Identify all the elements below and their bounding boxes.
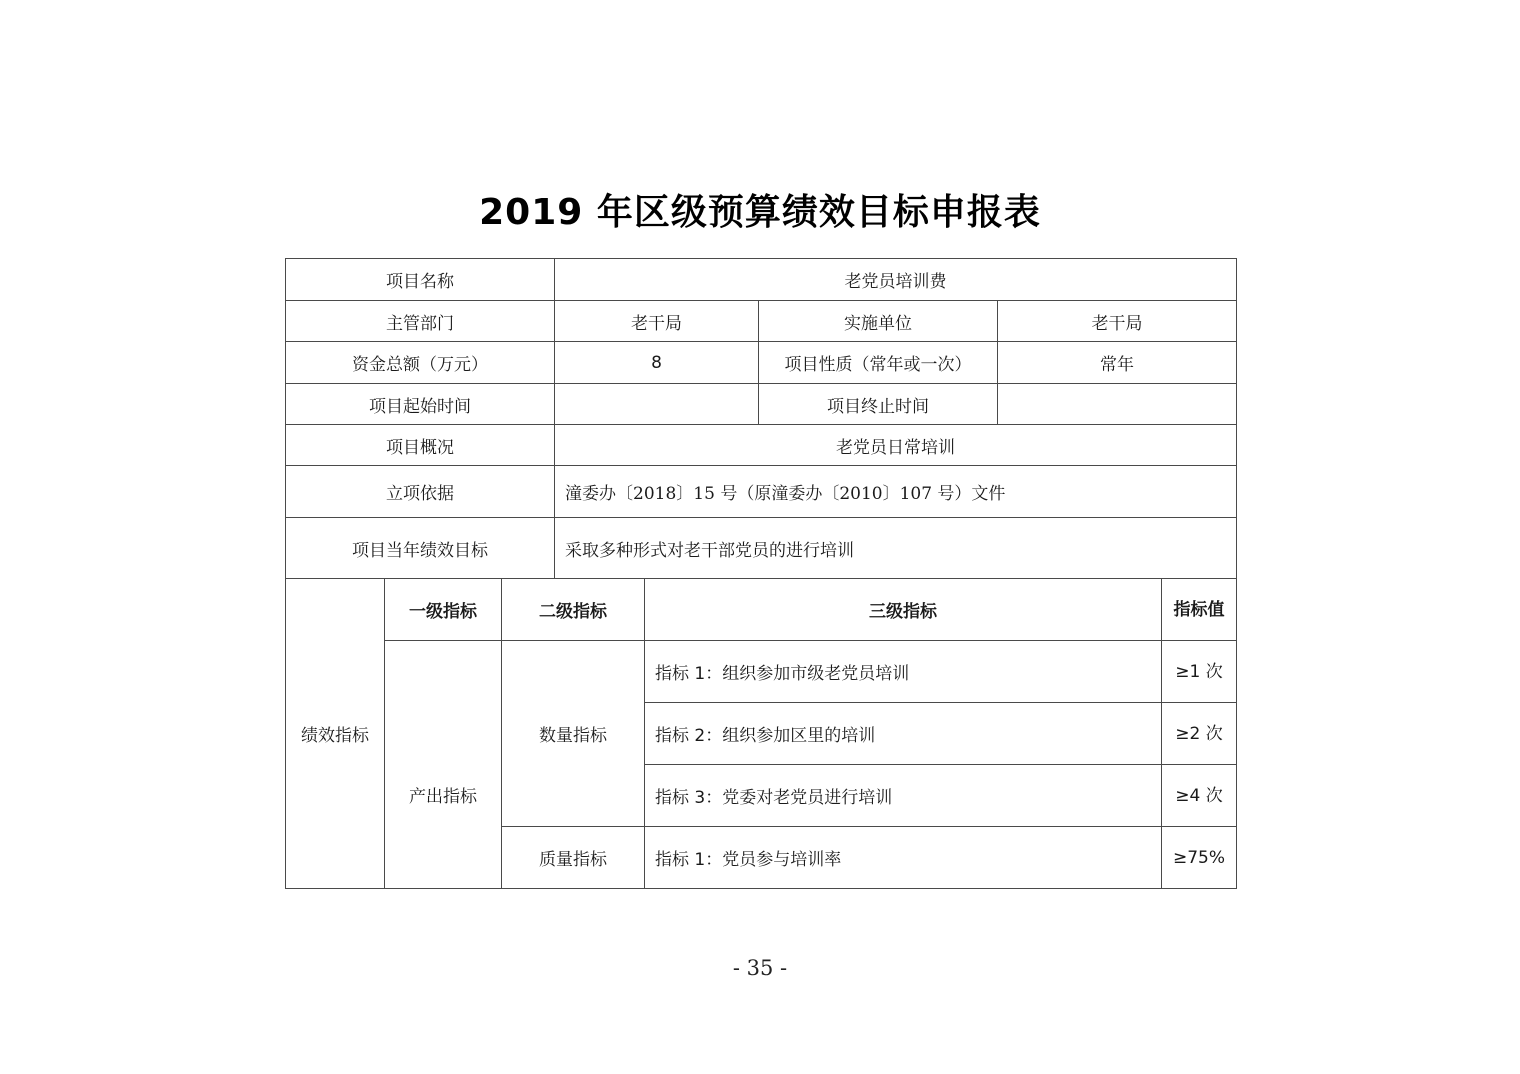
basis-label: 立项依据 (286, 466, 555, 518)
project-nature-value: 常年 (998, 342, 1237, 384)
indicator-value: ≥4 次 (1162, 765, 1237, 827)
level3-header: 三级指标 (645, 579, 1162, 641)
level1-header: 一级指标 (385, 579, 502, 641)
row-department (286, 301, 1237, 342)
page-number: - 35 - (732, 956, 788, 980)
performance-indicators-label: 绩效指标 (286, 579, 385, 889)
performance-target-table (285, 258, 1237, 889)
indicator-value-header: 指标值 (1162, 579, 1237, 641)
end-time-label: 项目终止时间 (759, 384, 998, 425)
start-time-value (555, 384, 759, 425)
row-dates (286, 384, 1237, 425)
fund-total-value: 8 (555, 342, 759, 384)
project-name-value: 老党员培训费 (555, 259, 1237, 301)
row-annual-goal (286, 518, 1237, 579)
project-nature-label: 项目性质（常年或一次） (759, 342, 998, 384)
implementing-unit-label: 实施单位 (759, 301, 998, 342)
annual-goal-label: 项目当年绩效目标 (286, 518, 555, 579)
indicator-value: ≥75% (1162, 827, 1237, 889)
project-name-label: 项目名称 (286, 259, 555, 301)
row-basis (286, 466, 1237, 518)
overview-value: 老党员日常培训 (555, 425, 1237, 466)
department-value: 老干局 (555, 301, 759, 342)
output-indicator-label: 产出指标 (385, 641, 502, 889)
row-indicator-header (286, 579, 1237, 641)
row-project-name (286, 259, 1237, 301)
department-label: 主管部门 (286, 301, 555, 342)
end-time-value (998, 384, 1237, 425)
start-time-label: 项目起始时间 (286, 384, 555, 425)
implementing-unit-value: 老干局 (998, 301, 1237, 342)
quality-indicator-label: 质量指标 (502, 827, 645, 889)
indicator-text: 指标 2：组织参加区里的培训 (645, 703, 1162, 765)
indicator-value: ≥2 次 (1162, 703, 1237, 765)
level2-header: 二级指标 (502, 579, 645, 641)
annual-goal-value: 采取多种形式对老干部党员的进行培训 (555, 518, 1237, 579)
row-overview (286, 425, 1237, 466)
quantity-indicator-label: 数量指标 (502, 641, 645, 827)
overview-label: 项目概况 (286, 425, 555, 466)
indicator-text: 指标 1：组织参加市级老党员培训 (645, 641, 1162, 703)
table-row (286, 641, 1237, 703)
indicator-text: 指标 1：党员参与培训率 (645, 827, 1162, 889)
indicator-text: 指标 3：党委对老党员进行培训 (645, 765, 1162, 827)
page-title: 2019 年区级预算绩效目标申报表 (479, 192, 1041, 233)
basis-value: 潼委办〔2018〕15 号（原潼委办〔2010〕107 号）文件 (555, 466, 1237, 518)
row-funding (286, 342, 1237, 384)
fund-total-label: 资金总额（万元） (286, 342, 555, 384)
indicator-value: ≥1 次 (1162, 641, 1237, 703)
